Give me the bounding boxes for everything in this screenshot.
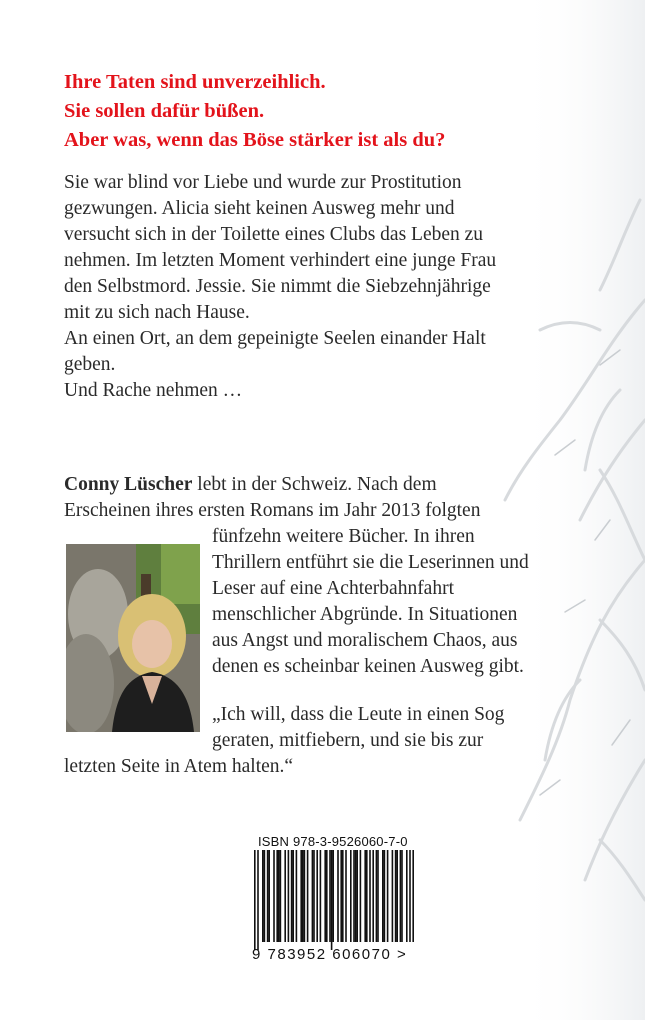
synopsis-line: mit zu sich nach Hause. [64, 302, 250, 323]
barcode-digits: 9 783952 606070 > [252, 946, 408, 963]
synopsis-line: nehmen. Im letzten Moment verhindert eine junge Frau [64, 250, 497, 271]
bio-line: menschlicher Abgründe. In Situationen [212, 604, 518, 625]
bio-line: denen es scheinbar keinen Ausweg gibt. [212, 656, 524, 677]
synopsis [64, 170, 584, 404]
tagline-line: Aber was, wenn das Böse stärker ist als du? [64, 129, 446, 151]
synopsis-line: An einen Ort, an dem gepeinigte Seelen einander Halt [64, 328, 486, 349]
bio-line: Thrillern entführt sie die Leserinnen und [212, 552, 529, 573]
synopsis-line: gezwungen. Alicia sieht keinen Ausweg mehr und [64, 198, 455, 219]
isbn-barcode [244, 828, 422, 978]
isbn-label: ISBN 978-3-9526060-7-0 [258, 834, 408, 849]
author-name: Conny Lüscher [64, 474, 193, 495]
barcode-bars [248, 850, 416, 950]
bio-line [64, 472, 594, 498]
bio-line: Leser auf eine Achterbahnfahrt [212, 578, 454, 599]
synopsis-line: Und Rache nehmen … [64, 380, 243, 401]
author-quote [64, 702, 504, 780]
tagline [64, 68, 445, 155]
bio-text: lebt in der Schweiz. Nach dem [192, 474, 437, 495]
synopsis-line: versucht sich in der Toilette eines Clubs das Leben zu [64, 224, 484, 245]
tagline-line: Sie sollen dafür büßen. [64, 100, 265, 122]
quote-line: „Ich will, dass die Leute in einen Sog [212, 704, 505, 725]
quote-line: letzten Seite in Atem halten.“ [64, 756, 294, 777]
bio-line: aus Angst und moralischem Chaos, aus [212, 630, 518, 651]
synopsis-line: den Selbstmord. Jessie. Sie nimmt die Siebzehnjährige [64, 276, 491, 297]
synopsis-line: Sie war blind vor Liebe und wurde zur Prostitution [64, 172, 462, 193]
bio-line: Erscheinen ihres ersten Romans im Jahr 2013 folgten [64, 500, 481, 521]
bio-line: fünfzehn weitere Bücher. In ihren [212, 526, 475, 547]
synopsis-line: geben. [64, 354, 116, 375]
quote-line: geraten, mitfiebern, und sie bis zur [212, 730, 484, 751]
tagline-line: Ihre Taten sind unverzeihlich. [64, 71, 326, 93]
